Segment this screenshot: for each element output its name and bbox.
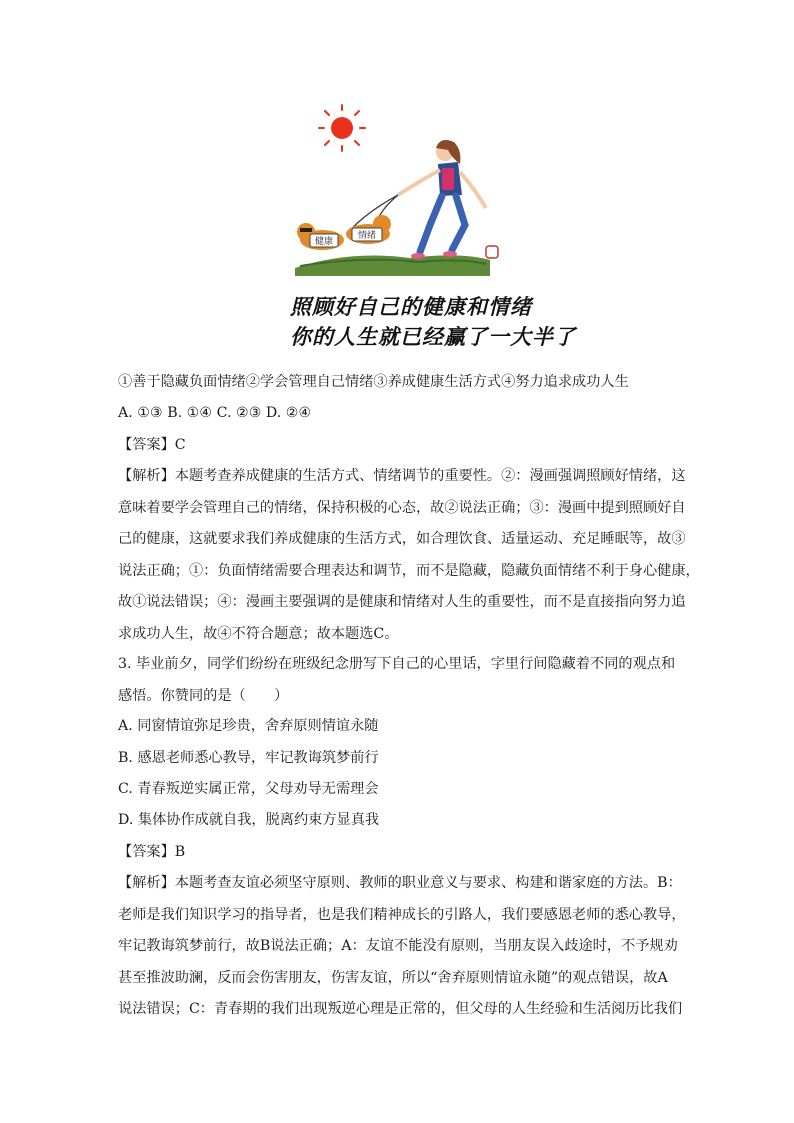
seal-stamp bbox=[486, 246, 498, 258]
q2-statements: ①善于隐藏负面情绪②学会管理自己情绪③养成健康生活方式④努力追求成功人生 bbox=[118, 374, 629, 390]
q3-option-c: C. 青春叛逆实属正常，父母劝导无需理会 bbox=[118, 781, 379, 797]
q2-analysis-line: 己的健康，这就要求我们养成健康的生活方式，如合理饮食、适量运动、充足睡眠等，故③ bbox=[118, 531, 686, 547]
q3-stem-line: 3. 毕业前夕，同学们纷纷在班级纪念册写下自己的心里话，字里行间隐藏着不同的观点和 bbox=[118, 656, 676, 672]
grass bbox=[295, 255, 490, 276]
dog-emotion bbox=[346, 215, 391, 244]
q2-analysis-line: 意味着要学会管理自己的情绪，保持积极的心态，故②说法正确；③：漫画中提到照顾好自 bbox=[118, 499, 686, 516]
q3-option-b: B. 感恩老师悉心教导，牢记教诲筑梦前行 bbox=[118, 750, 379, 766]
q2-options: A. ①③ B. ①④ C. ②③ D. ②④ bbox=[118, 405, 312, 421]
q3-analysis bbox=[118, 868, 686, 1026]
q3-option-a: A. 同窗情谊弥足珍贵，舍弃原则情谊永随 bbox=[118, 718, 379, 734]
dog-health bbox=[297, 223, 344, 250]
illustration-caption bbox=[290, 292, 576, 352]
badge-emotion: 情绪 bbox=[357, 231, 377, 241]
q3-option-d: D. 集体协作成就自我，脱离约束方显真我 bbox=[118, 812, 380, 828]
running-girl bbox=[398, 140, 486, 259]
badge-health: 健康 bbox=[314, 237, 334, 247]
caption-line-1: 照顾好自己的健康和情绪 bbox=[290, 295, 532, 319]
q3-analysis-line: 甚至推波助澜，反而会伤害朋友，伤害友谊，所以“舍弃原则情谊永随”的观点错误，故A bbox=[118, 969, 668, 986]
q2-analysis-line: 故①说法错误；④：漫画主要强调的是健康和情绪对人生的重要性，而不是直接指向努力追 bbox=[118, 594, 686, 610]
q3-stem-line: 感悟。你赞同的是（ ） bbox=[118, 687, 289, 704]
q3-analysis-line: 老师是我们知识学习的指导者，也是我们精神成长的引路人，我们要感恩老师的悉心教导， bbox=[118, 906, 686, 923]
q3-answer: 【答案】B bbox=[118, 844, 186, 860]
caption-line-2: 你的人生就已经赢了一大半了 bbox=[290, 325, 576, 349]
q3-analysis-line: 牢记教诲筑梦前行，故B说法正确；A：友谊不能没有原则，当朋友误入歧途时，不予规劝 bbox=[118, 938, 678, 954]
q3-stem bbox=[118, 649, 678, 712]
q2-analysis-line: 求成功人生，故④不符合题意；故本题选C。 bbox=[118, 625, 399, 642]
cartoon-illustration bbox=[290, 100, 520, 280]
q2-analysis-line: 说法正确；①：负面情绪需要合理表达和调节，而不是隐藏，隐藏负面情绪不利于身心健康， bbox=[118, 562, 700, 579]
sun-icon bbox=[319, 105, 365, 151]
q3-analysis-line: 【解析】本题考查友谊必须坚守原则、教师的职业意义与要求、构建和谐家庭的方法。B： bbox=[118, 875, 682, 891]
q2-analysis bbox=[118, 461, 700, 650]
q2-answer: 【答案】C bbox=[118, 437, 186, 453]
q3-analysis-line: 说法错误；C：青春期的我们出现叛逆心理是正常的，但父母的人生经验和生活阅历比我们 bbox=[118, 1001, 683, 1017]
q2-analysis-line: 【解析】本题考查养成健康的生活方式、情绪调节的重要性。②：漫画强调照顾好情绪，这 bbox=[118, 468, 686, 484]
